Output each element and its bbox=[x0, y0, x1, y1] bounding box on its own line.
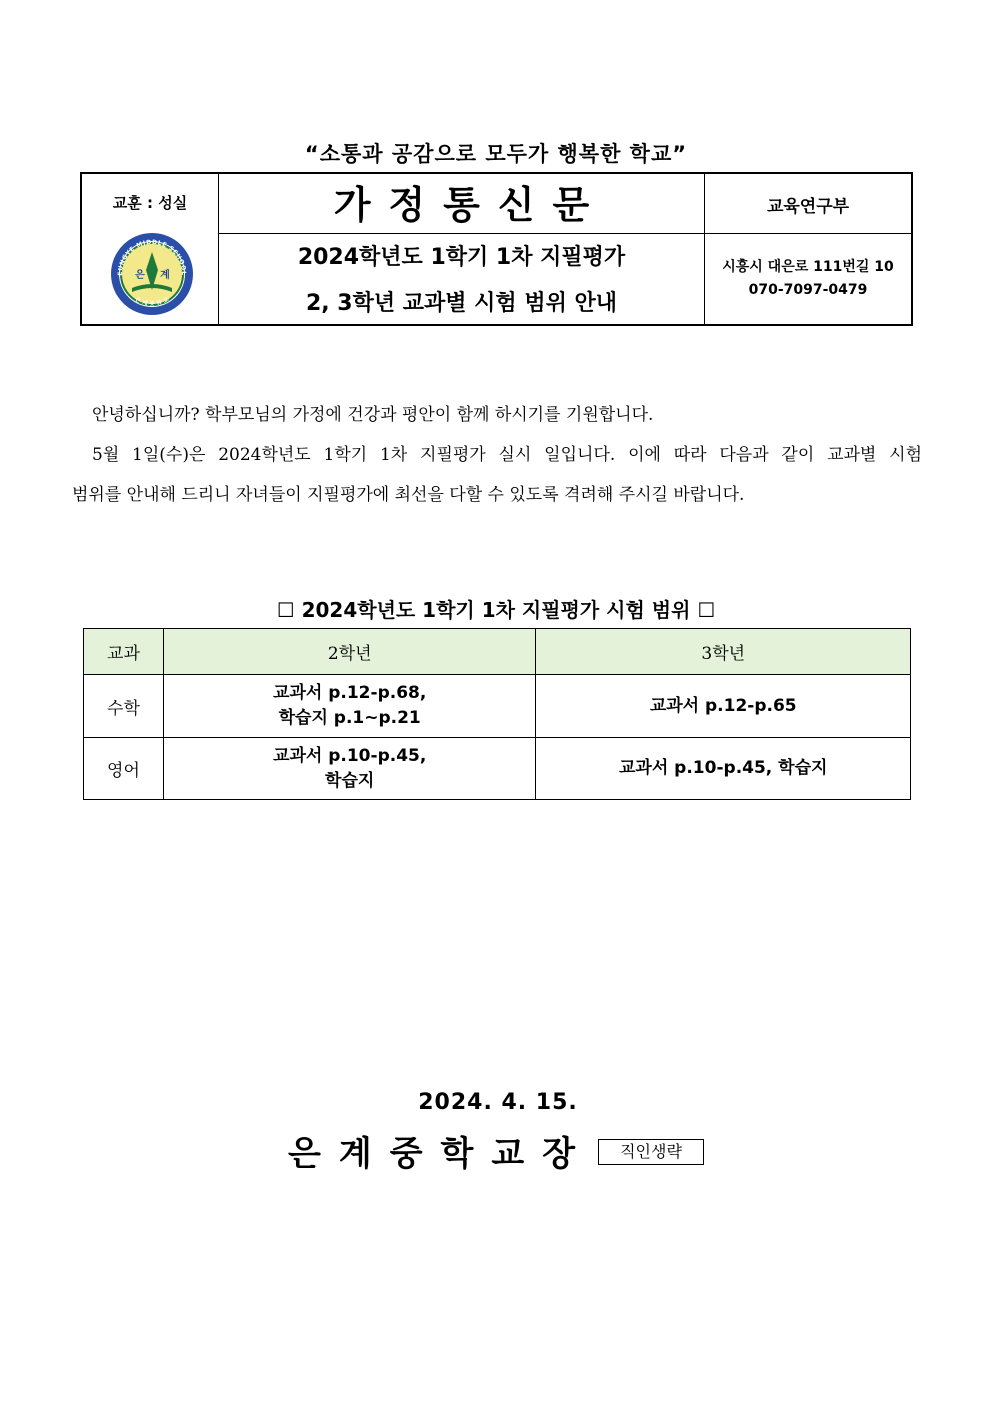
column-header-grade2: 2학년 bbox=[163, 629, 536, 675]
logo-center-left-text: 은 bbox=[135, 270, 145, 281]
logo-ring-bottom-text: 은 계 중 학 교 bbox=[133, 295, 171, 308]
grade2-range-line2: 학습지 bbox=[325, 770, 375, 791]
grade2-range-line1: 교과서 p.10-p.45, bbox=[273, 745, 427, 766]
header-left-cell bbox=[82, 174, 219, 324]
grade2-range-cell bbox=[163, 675, 536, 738]
logo-ring-top-text: EUNGYE MIDDLE SCHOOL bbox=[116, 238, 188, 276]
school-address: 시흥시 대은로 111번길 10 bbox=[722, 259, 894, 275]
exam-range-table bbox=[83, 628, 911, 800]
greeting-paragraph: 안녕하십니까? 학부모님의 가정에 건강과 평안이 함께 하시기를 기원합니다. bbox=[92, 405, 654, 425]
newsletter-subtitle-line1: 2024학년도 1학기 1차 지필평가 bbox=[297, 245, 626, 270]
column-header-subject: 교과 bbox=[84, 629, 164, 675]
school-logo bbox=[110, 232, 194, 316]
column-header-grade3: 3학년 bbox=[536, 629, 911, 675]
grade2-range-line1: 교과서 p.12-p.68, bbox=[273, 683, 427, 703]
table-header-row bbox=[84, 629, 911, 675]
header-right-cell bbox=[705, 174, 911, 324]
school-phone: 070-7097-0479 bbox=[748, 282, 868, 298]
newsletter-subtitle-line2: 2, 3학년 교과별 시험 범위 안내 bbox=[305, 291, 618, 316]
exam-range-title: ☐ 2024학년도 1학기 1차 지필평가 시험 범위 ☐ bbox=[276, 598, 716, 622]
header-title-cell bbox=[219, 174, 705, 324]
principal-signature: 은계중학교장 bbox=[288, 1134, 594, 1174]
newsletter-header bbox=[80, 172, 913, 326]
newsletter-title: 가정통신문 bbox=[333, 183, 608, 227]
table-row bbox=[84, 738, 911, 800]
title-divider bbox=[219, 233, 704, 234]
grade2-range-line2: 학습지 p.1~p.21 bbox=[278, 708, 421, 728]
issue-date: 2024. 4. 15. bbox=[418, 1090, 578, 1115]
school-motto-label: 교훈 : 성실 bbox=[112, 194, 188, 212]
logo-center-right-text: 계 bbox=[160, 270, 170, 281]
school-motto-banner: “소통과 공감으로 모두가 행복한 학교” bbox=[304, 142, 688, 166]
department-divider bbox=[705, 233, 911, 234]
seal-omitted-box: 직인생략 bbox=[598, 1139, 704, 1165]
subject-cell: 수학 bbox=[84, 675, 164, 738]
notice-paragraph-line2: 범위를 안내해 드리니 자녀들이 지필평가에 최선을 다할 수 있도록 격려해 주시길 바랍니다. bbox=[72, 485, 745, 505]
grade3-range-cell: 교과서 p.10-p.45, 학습지 bbox=[536, 738, 911, 800]
grade2-range-cell bbox=[163, 738, 536, 800]
table-row bbox=[84, 675, 911, 738]
grade3-range-cell: 교과서 p.12-p.65 bbox=[536, 675, 911, 738]
subject-cell: 영어 bbox=[84, 738, 164, 800]
notice-paragraph-line1: 5월 1일(수)은 2024학년도 1학기 1차 지필평가 실시 일입니다. 이에 따라 다음과 같이 교과별 시험 bbox=[92, 445, 922, 465]
department-name: 교육연구부 bbox=[766, 197, 850, 217]
